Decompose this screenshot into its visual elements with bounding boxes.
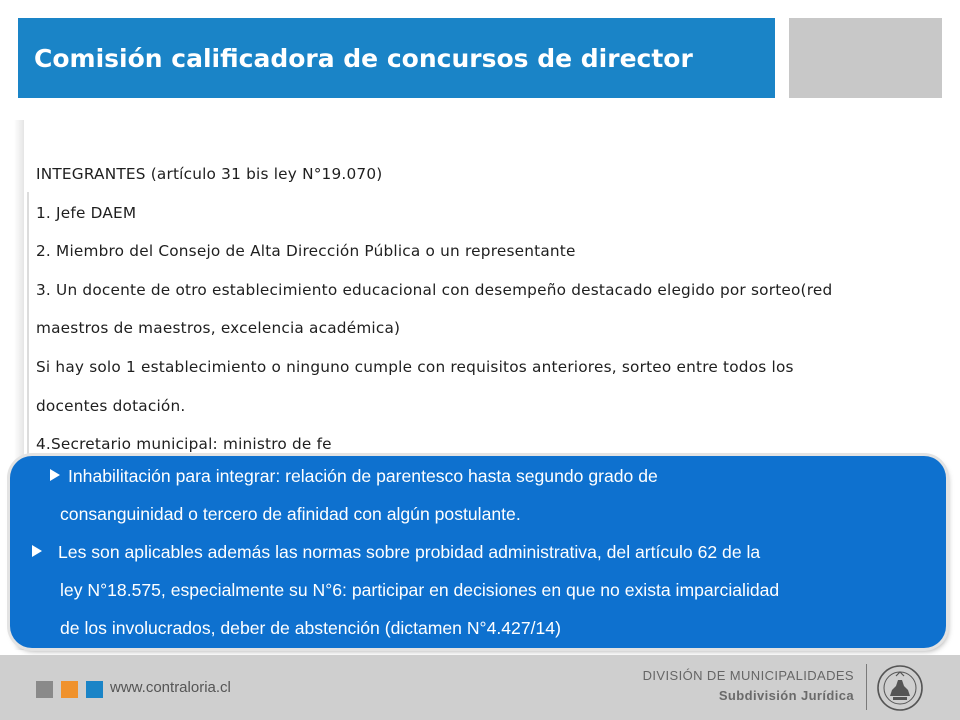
content-side-bar (27, 192, 29, 460)
contraloria-seal-icon (876, 664, 924, 712)
footer-square-grey (36, 681, 53, 698)
callout-box (10, 456, 946, 648)
footer-square-blue (86, 681, 103, 698)
website-link[interactable]: www.contraloria.cl (110, 679, 231, 696)
callout-bullet-2 (32, 542, 760, 563)
callout-bullet-1-continued: consanguinidad o tercero de afinidad con algún postulante. (60, 504, 521, 524)
callout-text: Les son aplicables además las normas sobre probidad administrativa, del artículo 62 de la (58, 542, 761, 562)
callout-bullet-1 (50, 466, 658, 487)
members-list (36, 155, 916, 464)
division-name: DIVISIÓN DE MUNICIPALIDADES (642, 668, 854, 683)
page-title: Comisión calificadora de concursos de director (34, 43, 693, 73)
arrow-bullet-icon (50, 469, 60, 481)
header-grey-block (789, 18, 942, 98)
footer-square-orange (61, 681, 78, 698)
member-item: 1. Jefe DAEM (36, 203, 137, 222)
footer-divider (866, 664, 867, 710)
member-item-continued: maestros de maestros, excelencia académica) (36, 319, 401, 338)
members-heading: INTEGRANTES (artículo 31 bis ley N°19.070) (36, 165, 383, 183)
title-bar (18, 18, 775, 98)
callout-bullet-2-continued: de los involucrados, deber de abstención (dictamen N°4.427/14) (60, 618, 561, 638)
division-label (643, 666, 854, 706)
member-item: 3. Un docente de otro establecimiento educacional con desempeño destacado elegido por sorteo(red (36, 280, 833, 299)
member-note-continued: docentes dotación. (36, 396, 186, 415)
callout-bullet-2-continued: ley N°18.575, especialmente su N°6: participar en decisiones en que no exista imparcialidad (60, 580, 780, 600)
subdivision-name: Subdivisión Jurídica (718, 688, 854, 703)
member-item: 4.Secretario municipal: ministro de fe (36, 435, 332, 454)
arrow-bullet-icon (32, 545, 42, 557)
member-item: 2. Miembro del Consejo de Alta Dirección Pública o un representante (36, 242, 576, 261)
callout-text: Inhabilitación para integrar: relación de parentesco hasta segundo grado de (68, 466, 658, 486)
member-note: Si hay solo 1 establecimiento o ninguno cumple con requisitos anteriores, sorteo entre todos los (36, 357, 794, 376)
